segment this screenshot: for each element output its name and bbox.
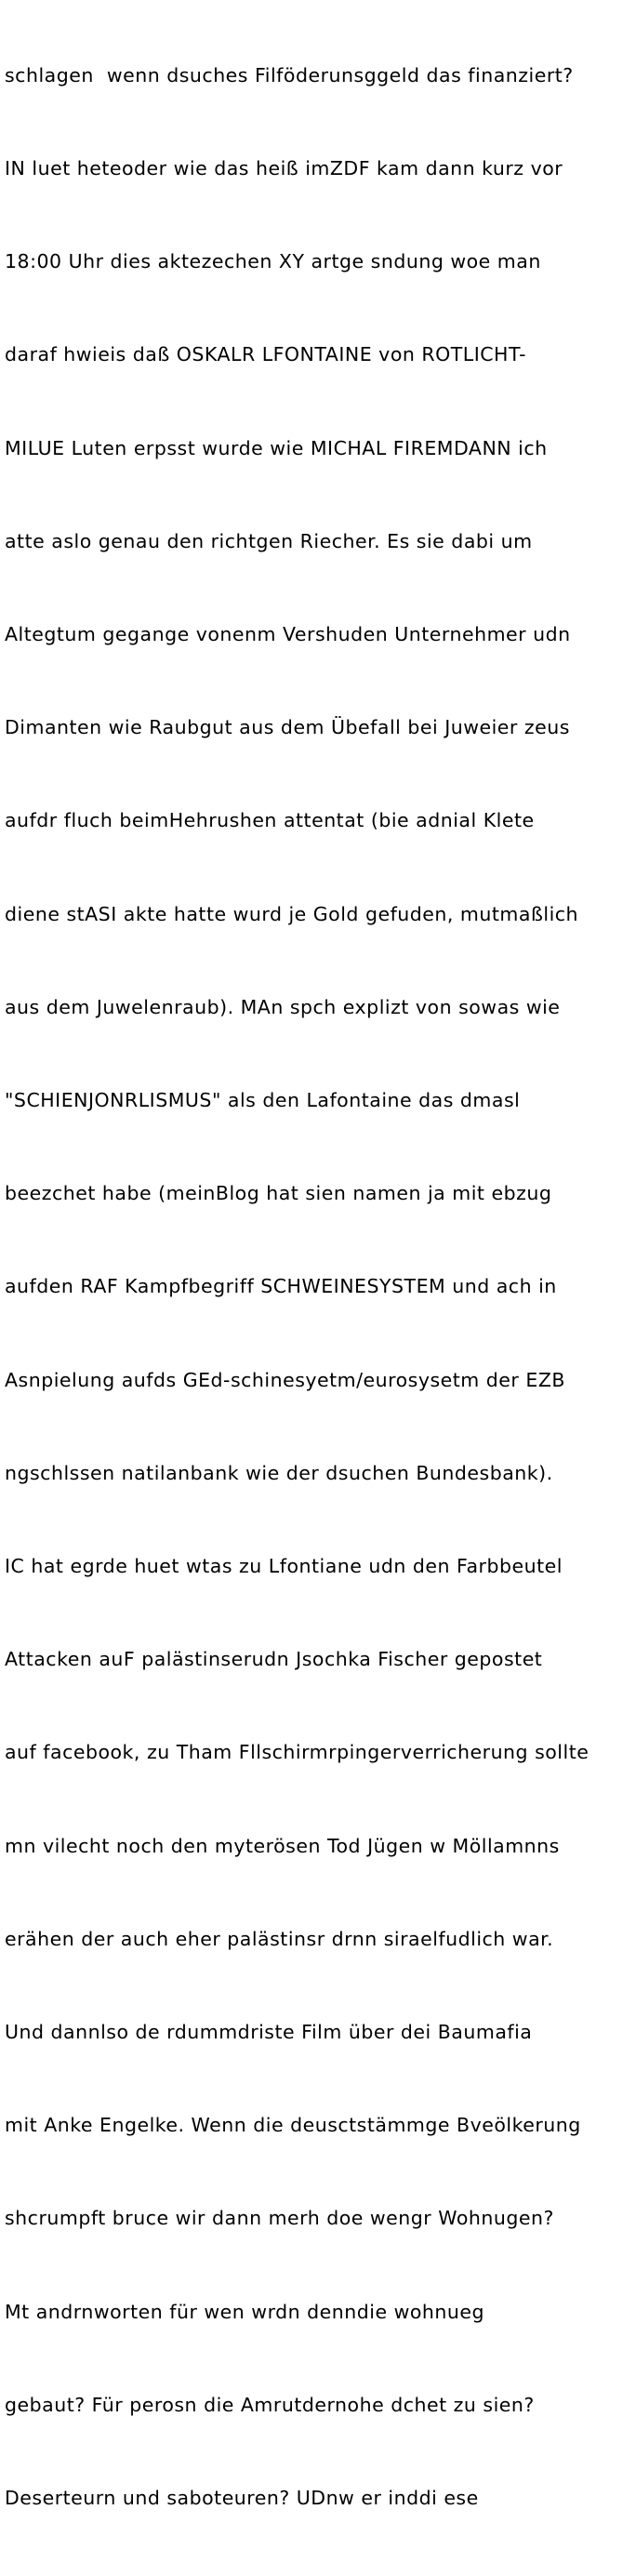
text-line-26: gebaut? Für perosn die Amrutdernohe dchet zu sien?: [5, 2393, 535, 2416]
text-line-02: IN luet heteoder wie das heiß imZDF kam dann kurz vor: [5, 157, 563, 180]
text-line-21: erähen der auch eher palästinsr drnn siraelfudlich war.: [5, 1927, 554, 1950]
text-line-16: ngschlssen natilanbank wie der dsuchen Bundesbank).: [5, 1461, 553, 1484]
text-line-13: beezchet habe (meinBlog hat sien namen ja mit ebzug: [5, 1182, 552, 1205]
text-line-06: atte aslo genau den richtgen Riecher. Es sie dabi um: [5, 529, 533, 552]
text-line-14: aufden RAF Kampfbegriff SCHWEINESYSTEM und ach in: [5, 1275, 557, 1298]
text-line-18: Attacken auF palästinserudn Jsochka Fischer gepostet: [5, 1648, 543, 1671]
text-line-20: mn vilecht noch den myterösen Tod Jügen w Möllamnns: [5, 1834, 560, 1857]
text-line-22: Und dannlso de rdummdriste Film über dei Baumafia: [5, 2021, 533, 2044]
text-line-08: Dimanten wie Raubgut aus dem Übefall bei Juweier zeus: [5, 716, 570, 739]
text-line-23: mit Anke Engelke. Wenn die deusctstämmge Bveölkerung: [5, 2114, 581, 2137]
text-line-11: aus dem Juwelenraub). MAn spch explizt von sowas wie: [5, 995, 561, 1018]
text-line-25: Mt andrnworten für wen wrdn denndie wohnueg: [5, 2300, 485, 2323]
text-line-05: MILUE Luten erpsst wurde wie MICHAL FIREMDANN ich: [5, 436, 548, 459]
body-text: [5, 0, 635, 2576]
text-line-04: daraf hwieis daß OSKALR LFONTAINE von ROTLICHT-: [5, 343, 527, 366]
text-line-19: auf facebook, zu Tham Fllschirmrpingerverricherung sollte: [5, 1741, 590, 1764]
text-line-27: Deserteurn und saboteuren? UDnw er inddi ese: [5, 2487, 479, 2510]
text-line-03: 18:00 Uhr dies aktezechen XY artge sndung woe man: [5, 250, 541, 273]
text-line-17: IC hat egrde huet wtas zu Lfontiane udn den Farbbeutel: [5, 1555, 563, 1578]
text-line-15: Asnpielung aufds GEd-schinesyetm/eurosysetm der EZB: [5, 1368, 565, 1391]
text-line-10: diene stASI akte hatte wurd je Gold gefuden, mutmaßlich: [5, 902, 579, 925]
text-line-01: schlagen wenn dsuches Filföderunsggeld das finanziert?: [5, 63, 574, 86]
text-line-09: aufdr fluch beimHehrushen attentat (bie adnial Klete: [5, 809, 535, 832]
text-line-24: shcrumpft bruce wir dann merh doe wengr Wohnugen?: [5, 2207, 554, 2230]
text-line-12: "SCHIENJONRLISMUS" als den Lafontaine das dmasl: [5, 1089, 521, 1112]
text-line-07: Altegtum gegange vonenm Vershuden Unternehmer udn: [5, 623, 571, 646]
